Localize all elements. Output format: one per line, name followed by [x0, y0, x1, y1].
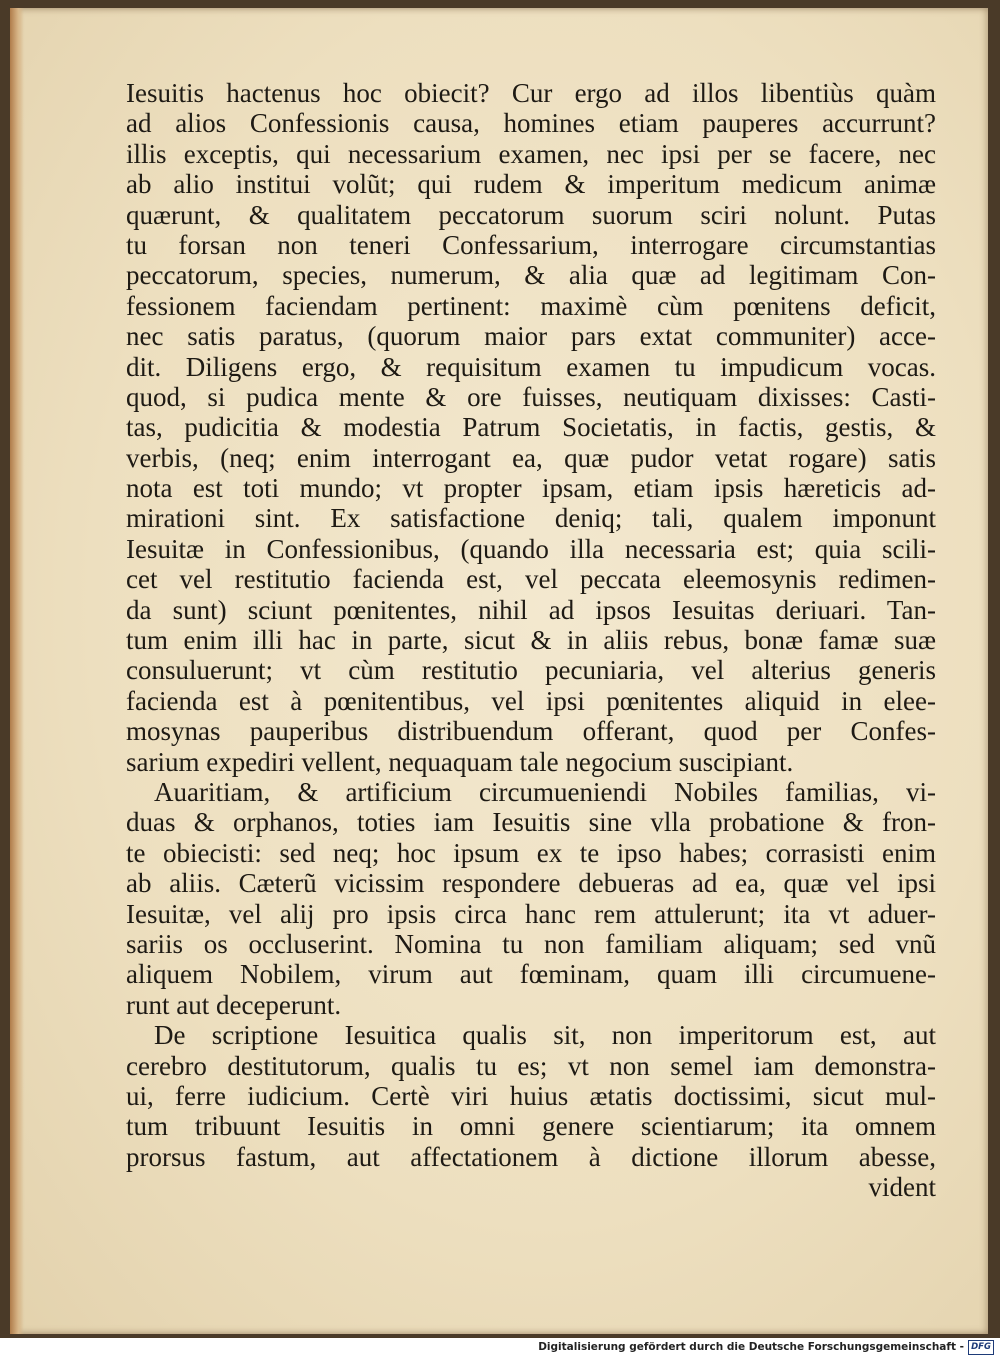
text-line: tum tribuunt Iesuitis in omni genere scientiarum; ita omnem [126, 1111, 936, 1142]
text-line: illis exceptis, qui necessarium examen, nec ipsi per se facere, nec [126, 138, 936, 169]
text-line: nota est toti mundo; vt propter ipsam, etiam ipsis hæreticis ad- [126, 473, 936, 504]
text-line: sariis os occluserint. Nomina tu non familiam aliquam; sed vnũ [126, 928, 936, 959]
text-line: cet vel restitutio facienda est, vel peccata eleemosynis redimen- [126, 564, 936, 595]
text-line: tu forsan non teneri Confessarium, interrogare circumstantias [126, 229, 936, 260]
text-line: te obiecisti: sed neq; hoc ipsum ex te ipso habes; corrasisti enim [126, 837, 936, 868]
text-line: quærunt, & qualitatem peccatorum suorum sciri nolunt. Putas [126, 199, 936, 230]
catchword: vident [868, 1172, 936, 1203]
text-line: da sunt) sciunt pœnitentes, nihil ad ipsos Iesuitas deriuari. Tan- [126, 594, 936, 625]
text-line: tas, pudicitia & modestia Patrum Societatis, in factis, gestis, & [126, 412, 936, 443]
book-page [10, 8, 988, 1334]
text-line: mosynas pauperibus distribuendum offerant, quod per Confes- [126, 716, 936, 747]
text-line: aliquem Nobilem, virum aut fœminam, quam illi circumuene- [126, 959, 936, 990]
text-line: Iesuitæ in Confessionibus, (quando illa necessaria est; quia scili- [126, 533, 936, 564]
text-line: prorsus fastum, aut affectationem à dictione illorum abesse, [126, 1141, 936, 1172]
text-line: verbis, (neq; enim interrogant ea, quæ pudor vetat rogare) satis [126, 442, 936, 473]
text-line: Iesuitæ, vel alij pro ipsis circa hanc rem attulerunt; ita vt aduer- [126, 898, 936, 929]
text-line: duas & orphanos, toties iam Iesuitis sine vlla probatione & fron- [126, 807, 936, 838]
text-line: fessionem faciendam pertinent: maximè cùm pœnitens deficit, [126, 290, 936, 321]
footer-bar [0, 1338, 1000, 1359]
text-line: ad alios Confessionis causa, homines etiam pauperes accurrunt? [126, 108, 936, 139]
text-line: ui, ferre iudicium. Certè viri huius ætatis doctissimi, sicut mul- [126, 1080, 936, 1111]
text-line: cerebro destitutorum, qualis tu es; vt non semel iam demonstra- [126, 1050, 936, 1081]
text-line: Iesuitis hactenus hoc obiecit? Cur ergo ad illos libentiùs quàm [126, 78, 936, 108]
text-line: De scriptione Iesuitica qualis sit, non imperitorum est, aut [154, 1020, 936, 1051]
text-line: peccatorum, species, numerum, & alia quæ ad legitimam Con- [126, 260, 936, 291]
body-text [126, 78, 936, 1202]
text-line: tum enim illi hac in parte, sicut & in aliis rebus, bonæ famæ suæ [126, 625, 936, 656]
text-line: consuluerunt; vt cùm restitutio pecuniaria, vel alterius generis [126, 655, 936, 686]
text-line: sarium expediri vellent, nequaquam tale negocium suscipiant. [126, 746, 794, 777]
text-line: ab aliis. Cæterũ vicissim respondere debueras ad ea, quæ vel ipsi [126, 868, 936, 899]
text-line: dit. Diligens ergo, & requisitum examen tu impudicum vocas. [126, 351, 936, 382]
dfg-logo: DFG [968, 1340, 994, 1355]
funding-notice: Digitalisierung gefördert durch die Deutsche Forschungsgemeinschaft - [538, 1341, 964, 1353]
text-line: quod, si pudica mente & ore fuisses, neutiquam dixisses: Casti- [126, 381, 936, 412]
text-line: runt aut deceperunt. [126, 989, 342, 1020]
page-spine-edge [10, 8, 24, 1334]
text-line: Auaritiam, & artificium circumueniendi Nobiles familias, vi- [154, 776, 936, 807]
text-line: ab alio institui volũt; qui rudem & imperitum medicum animæ [126, 169, 936, 200]
text-line: mirationi sint. Ex satisfactione deniq; tali, qualem imponunt [126, 503, 936, 534]
text-line: facienda est à pœnitentibus, vel ipsi pœnitentes aliquid in elee- [126, 685, 936, 716]
text-line: nec satis paratus, (quorum maior pars extat communiter) acce- [126, 321, 936, 352]
